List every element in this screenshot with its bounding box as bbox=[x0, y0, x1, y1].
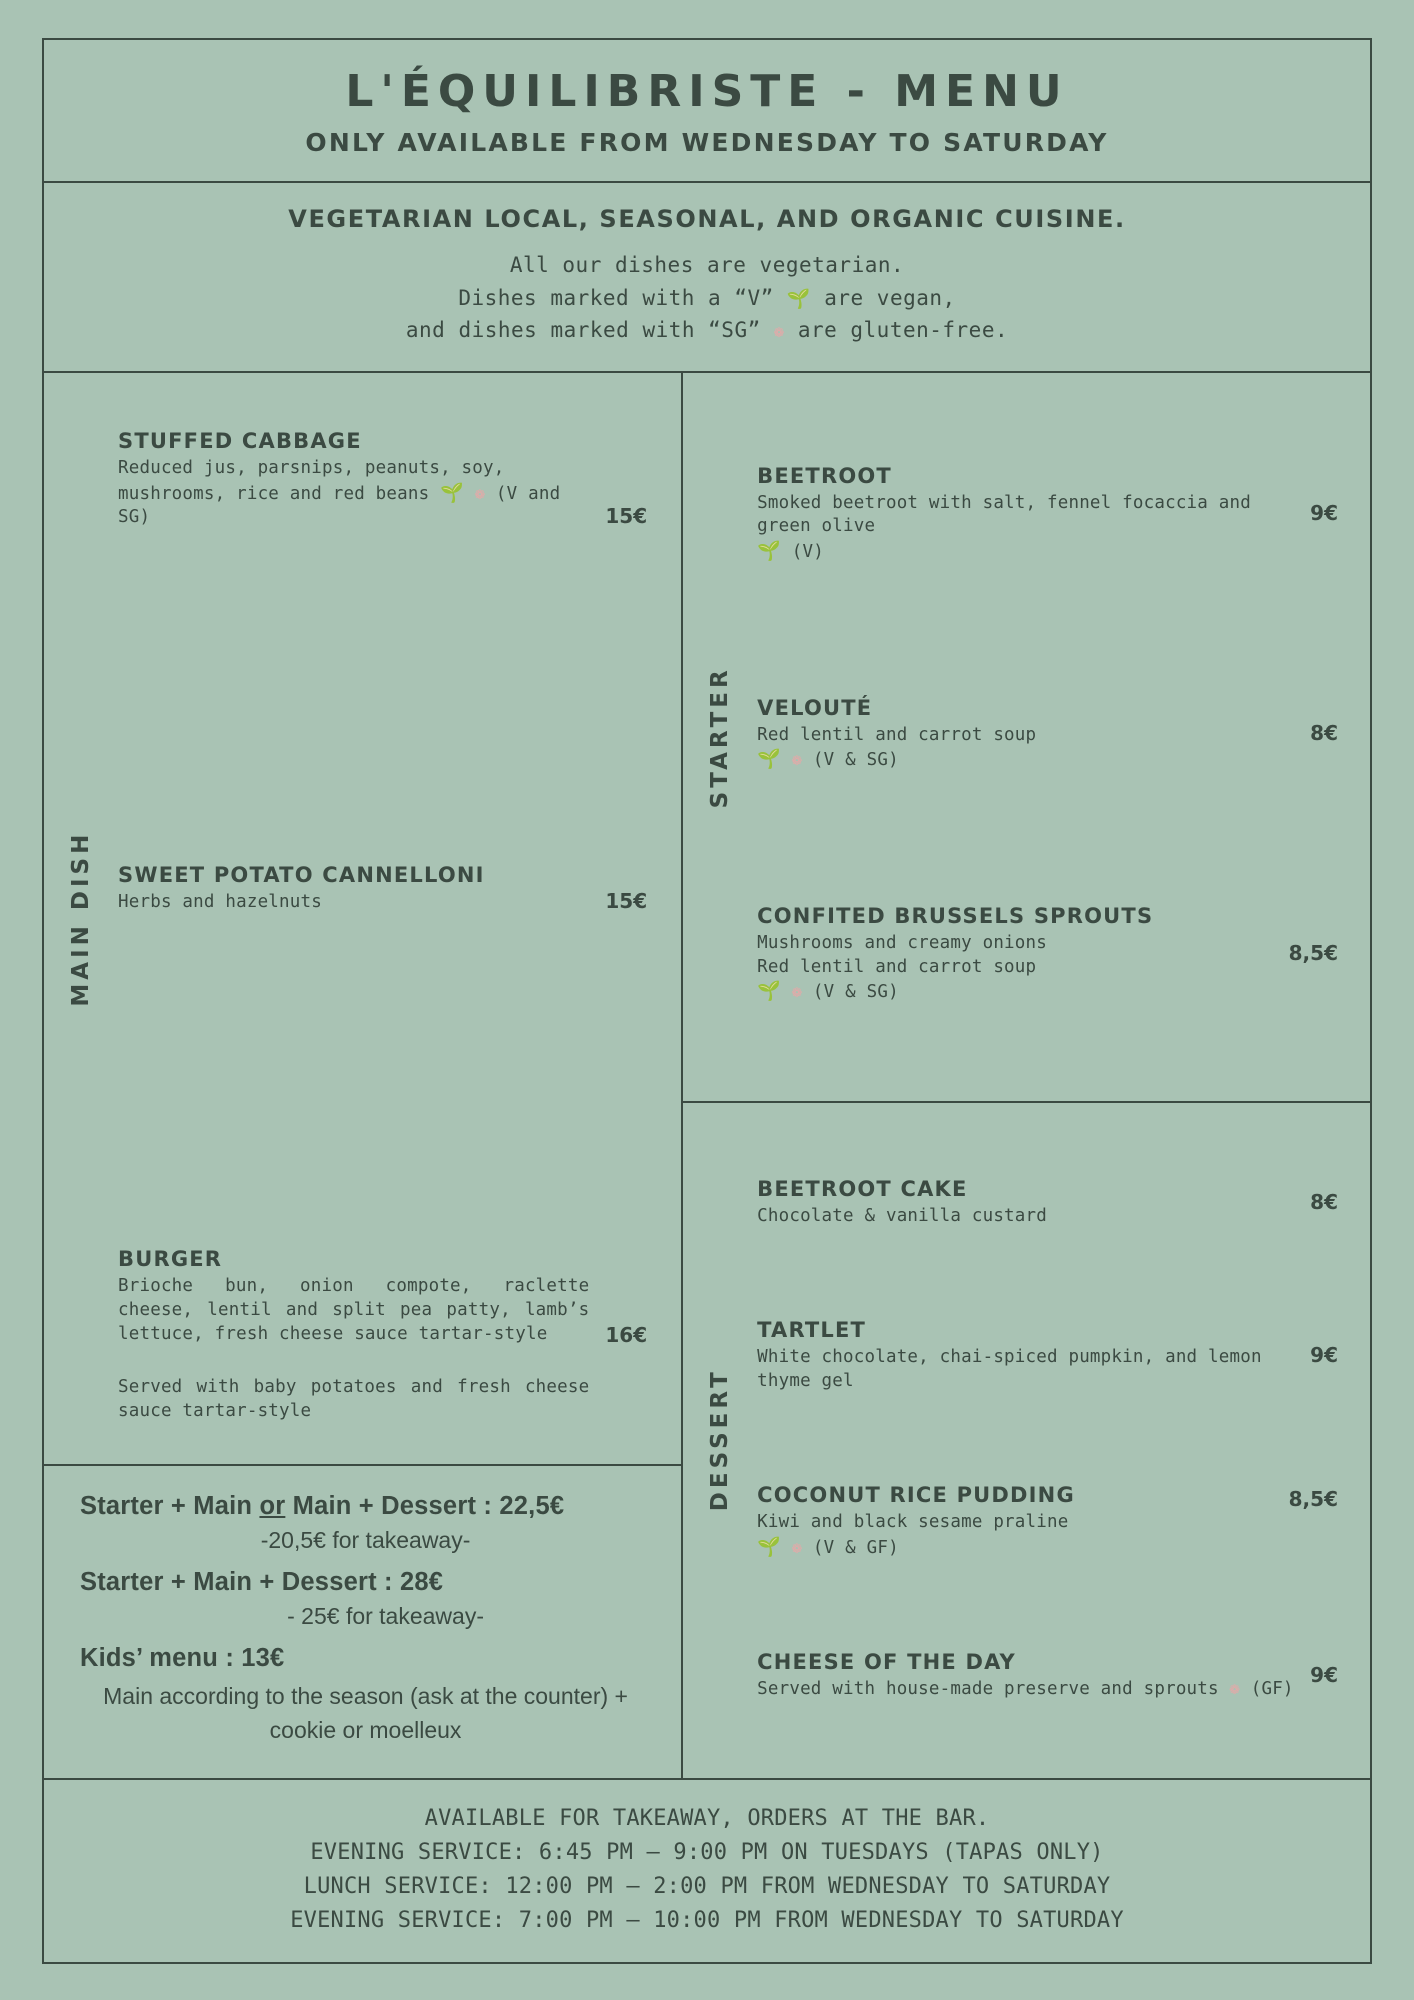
menu-item bbox=[757, 464, 1338, 565]
menu-item-name: STUFFED CABBAGE bbox=[118, 429, 362, 454]
page-title: L'ÉQUILIBRISTE - MENU bbox=[345, 66, 1069, 117]
page-subtitle: ONLY AVAILABLE FROM WEDNESDAY TO SATURDAY bbox=[305, 128, 1109, 158]
menu-item bbox=[757, 1177, 1338, 1229]
menu-item-tags-row bbox=[757, 747, 1294, 773]
menu-item-tags: (V & GF) bbox=[812, 1537, 899, 1558]
formula-line-1-a: Starter + Main bbox=[80, 1491, 260, 1520]
formula-line-2-takeaway: - 25€ for takeaway- bbox=[287, 1602, 484, 1629]
menu-item-name: CONFITED BRUSSELS SPROUTS bbox=[757, 903, 1154, 928]
menu-item-desc: Red lentil and carrot soup bbox=[757, 724, 1037, 745]
menu-item-price: 8€ bbox=[1310, 721, 1338, 746]
menu-item-name: COCONUT RICE PUDDING bbox=[757, 1483, 1075, 1508]
menu-item-name: CHEESE OF THE DAY bbox=[757, 1650, 1016, 1675]
right-column bbox=[683, 373, 1370, 1778]
starter-label: STARTER bbox=[707, 666, 734, 809]
sprout-icon: 🌱 bbox=[757, 980, 781, 1003]
gluten-free-icon: ❁ bbox=[773, 322, 785, 343]
menu-item-name: BEETROOT bbox=[757, 463, 892, 488]
sprout-icon: 🌱 bbox=[757, 539, 781, 562]
menu-item-text bbox=[757, 1318, 1310, 1393]
menu-item-desc-text: Served with house-made preserve and sprouts bbox=[757, 1679, 1219, 1700]
footer-line-2: EVENING SERVICE: 6:45 PM — 9:00 PM ON TUESDAYS (TAPAS ONLY) bbox=[310, 1839, 1104, 1865]
main-dish-label: MAIN DISH bbox=[68, 830, 94, 1007]
menu-item-price: 15€ bbox=[605, 888, 648, 913]
dessert-section bbox=[683, 1103, 1370, 1777]
intro-line-1: All our dishes are vegetarian. bbox=[509, 253, 905, 278]
menu-item-name: BEETROOT CAKE bbox=[757, 1177, 968, 1202]
gluten-free-icon: ❁ bbox=[474, 483, 486, 504]
menu-item-name: BURGER bbox=[118, 1247, 223, 1272]
kids-menu-title: Kids’ menu : 13€ bbox=[80, 1643, 285, 1672]
menu-item-text bbox=[118, 863, 605, 915]
menu-item-tags-row bbox=[757, 1535, 1273, 1561]
menu-frame bbox=[42, 38, 1372, 1964]
menu-header bbox=[44, 40, 1370, 183]
formula-line-2: Starter + Main + Dessert : 28€ bbox=[80, 1567, 444, 1596]
gluten-free-icon: ❁ bbox=[791, 750, 803, 771]
menu-item bbox=[118, 429, 647, 530]
menu-item bbox=[757, 1318, 1338, 1393]
menu-footer bbox=[44, 1778, 1370, 1962]
menu-item-price: 16€ bbox=[605, 1322, 648, 1347]
menu-item-desc: Mushrooms and creamy onions bbox=[757, 932, 1047, 953]
dessert-label: DESSERT bbox=[707, 1369, 734, 1513]
sprout-icon: 🌱 bbox=[440, 481, 464, 504]
menu-item-price: 15€ bbox=[605, 503, 648, 528]
menu-item-price: 9€ bbox=[1310, 501, 1338, 526]
intro-title: VEGETARIAN LOCAL, SEASONAL, AND ORGANIC CUISINE. bbox=[288, 205, 1126, 234]
menu-item-tags: (V & SG) bbox=[812, 750, 899, 771]
menu-item-name: VELOUTÉ bbox=[757, 695, 873, 720]
menu-item-desc: Smoked beetroot with salt, fennel focaccia and green olive bbox=[757, 492, 1251, 537]
menu-item bbox=[118, 863, 647, 915]
menu-item-tags: (V & SG) bbox=[812, 982, 899, 1003]
menu-item-price: 8€ bbox=[1310, 1190, 1338, 1215]
menu-item-desc: Chocolate & vanilla custard bbox=[757, 1206, 1047, 1227]
menu-item-desc bbox=[118, 457, 589, 530]
intro-line-2-a: Dishes marked with a “V” bbox=[458, 285, 774, 310]
menu-item-text bbox=[757, 1177, 1310, 1229]
menu-item-desc-secondary: Served with baby potatoes and fresh cheese sauce tartar-style bbox=[118, 1377, 590, 1421]
menu-item-tags: (V and SG) bbox=[118, 483, 561, 528]
menu-item-price: 9€ bbox=[1310, 1662, 1338, 1687]
intro-line-3-b: are gluten-free. bbox=[797, 318, 1009, 343]
menu-item-text bbox=[757, 1483, 1289, 1560]
menu-item-desc: Herbs and hazelnuts bbox=[118, 891, 322, 912]
sprout-icon: 🌱 bbox=[786, 287, 812, 310]
intro-line-2 bbox=[64, 282, 1350, 315]
menu-item bbox=[118, 1247, 647, 1423]
formula-line-1 bbox=[80, 1492, 651, 1521]
intro-line-2-b: are vegan, bbox=[824, 285, 956, 310]
menu-item-text bbox=[757, 696, 1310, 773]
sprout-icon: 🌱 bbox=[757, 748, 781, 771]
menu-item-price: 8,5€ bbox=[1288, 1487, 1338, 1512]
menu-item-text bbox=[118, 429, 605, 530]
formulas-section bbox=[44, 1466, 681, 1778]
intro-line-3-a: and dishes marked with “SG” bbox=[405, 318, 761, 343]
sprout-icon: 🌱 bbox=[757, 1535, 781, 1558]
menu-item-desc: Kiwi and black sesame praline bbox=[757, 1512, 1069, 1533]
kids-menu-desc: Main according to the season (ask at the counter) + cookie or moelleux bbox=[103, 1682, 628, 1744]
menu-item bbox=[757, 1650, 1338, 1702]
main-dish-items bbox=[118, 373, 681, 1464]
menu-item-tags: (GF) bbox=[1250, 1679, 1294, 1700]
menu-item-tags-row bbox=[757, 539, 1294, 565]
menu-item-text bbox=[757, 464, 1310, 565]
menu-item-price: 8,5€ bbox=[1288, 941, 1338, 966]
starter-items bbox=[757, 373, 1370, 1101]
menu-item-text bbox=[118, 1247, 605, 1423]
intro-block bbox=[44, 183, 1370, 373]
menu-item-text bbox=[757, 904, 1289, 1005]
menu-item-tags-row bbox=[757, 979, 1273, 1005]
starter-section bbox=[683, 373, 1370, 1103]
intro-line-3 bbox=[64, 314, 1350, 347]
menu-item-desc-secondary: Red lentil and carrot soup bbox=[757, 956, 1037, 977]
menu-item-text bbox=[757, 1650, 1310, 1702]
menu-item-name: SWEET POTATO CANNELLONI bbox=[118, 862, 485, 887]
formula-line-1-takeaway: -20,5€ for takeaway- bbox=[260, 1526, 471, 1553]
menu-item-desc bbox=[757, 1678, 1294, 1702]
menu-item-desc: White chocolate, chai-spiced pumpkin, and lemon thyme gel bbox=[757, 1347, 1262, 1392]
footer-line-3: LUNCH SERVICE: 12:00 PM — 2:00 PM FROM WEDNESDAY TO SATURDAY bbox=[303, 1873, 1111, 1899]
menu-item-name: TARTLET bbox=[757, 1318, 867, 1343]
menu-item bbox=[757, 696, 1338, 773]
gluten-free-icon: ❁ bbox=[791, 982, 803, 1003]
footer-line-1: AVAILABLE FOR TAKEAWAY, ORDERS AT THE BAR. bbox=[424, 1805, 990, 1831]
menu-body bbox=[44, 373, 1370, 1778]
gluten-free-icon: ❁ bbox=[791, 1537, 803, 1558]
gluten-free-icon: ❁ bbox=[1229, 1679, 1240, 1700]
formula-line-1-b: Main + Dessert : 22,5€ bbox=[285, 1491, 565, 1520]
main-dish-section bbox=[44, 373, 681, 1466]
menu-item bbox=[757, 1483, 1338, 1560]
menu-item bbox=[757, 904, 1338, 1005]
formula-line-1-or: or bbox=[259, 1491, 286, 1520]
menu-item-tags: (V) bbox=[791, 541, 824, 562]
menu-item-desc-text: Reduced jus, parsnips, peanuts, soy, mushrooms, rice and red beans bbox=[118, 458, 505, 504]
menu-item-price: 9€ bbox=[1310, 1343, 1338, 1368]
menu-item-desc: Brioche bun, onion compote, raclette cheese, lentil and split pea patty, lamb’s lettuce, fresh cheese sauce tartar-style bbox=[118, 1276, 590, 1344]
left-column bbox=[44, 373, 683, 1778]
footer-line-4: EVENING SERVICE: 7:00 PM — 10:00 PM FROM WEDNESDAY TO SATURDAY bbox=[290, 1907, 1124, 1933]
dessert-items bbox=[757, 1103, 1370, 1777]
